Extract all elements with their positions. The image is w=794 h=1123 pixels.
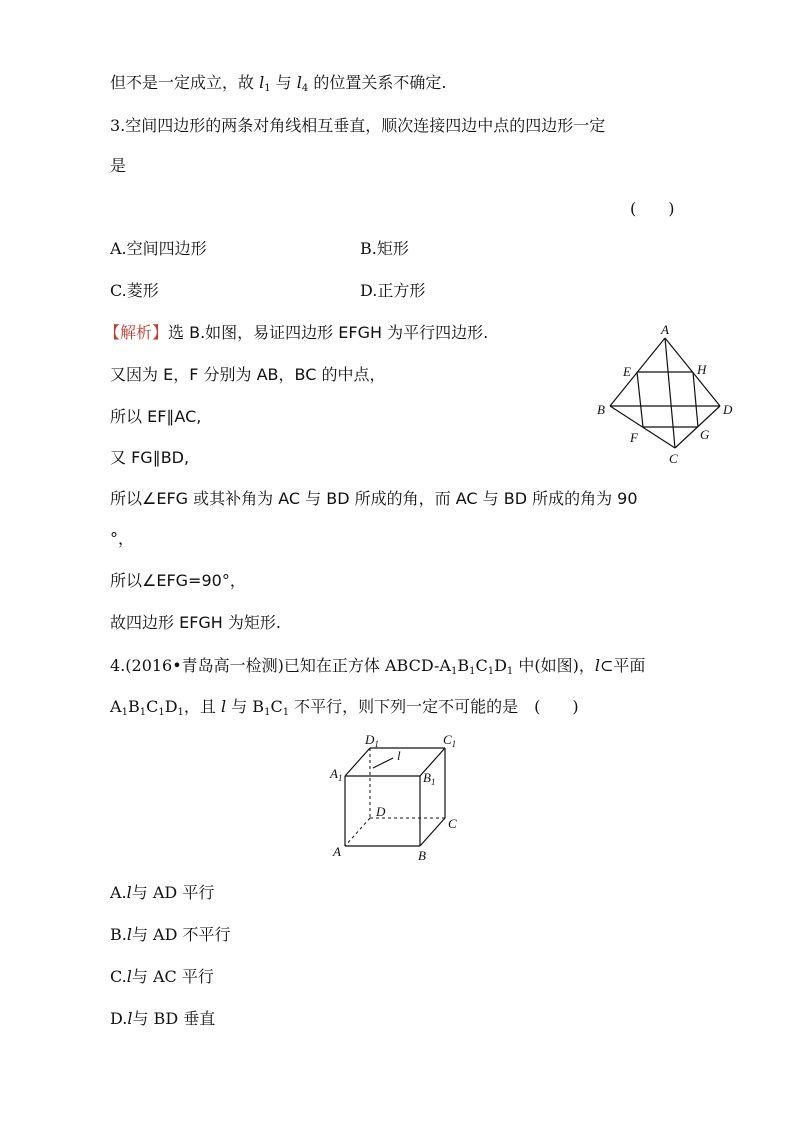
- label-a: A: [333, 844, 341, 859]
- text: ，且: [183, 697, 221, 716]
- subscript: 1: [158, 707, 165, 718]
- solution-line: 所以∠EFG=90°，: [110, 571, 246, 590]
- line-l: [373, 758, 393, 768]
- option-text: 与 AD 不平行: [131, 925, 231, 944]
- text: D: [164, 697, 178, 716]
- continuation-line: [110, 72, 446, 100]
- option-prefix: B.: [110, 925, 127, 944]
- cube-figure: [325, 730, 475, 870]
- subscript: 1: [450, 666, 458, 677]
- q4-option-d: [110, 1008, 215, 1030]
- q3-option-c: C.菱形: [110, 281, 159, 300]
- label-b1: $B_1$: [423, 770, 436, 787]
- diagonal-ac: [665, 338, 675, 448]
- option-text: 与 AC 平行: [131, 967, 214, 986]
- q4-option-c: [110, 966, 214, 988]
- label-a: A: [661, 322, 669, 337]
- label-l: l: [397, 748, 401, 763]
- solution-line: 又因为 E，F 分别为 AB，BC 的中点，: [110, 365, 386, 384]
- var-l: l: [126, 883, 132, 902]
- solution-tag: 【解析】: [104, 323, 169, 342]
- solution-line: 故四边形 EFGH 为矩形.: [110, 613, 282, 632]
- text: 的位置关系不确定.: [308, 73, 447, 92]
- text: B: [127, 697, 140, 716]
- text: 4.(2016•青岛高一检测)已知在正方体 ABCD-A: [110, 656, 451, 675]
- segment-ef: [637, 372, 643, 427]
- option-text: 与 AD 平行: [131, 883, 215, 902]
- quadrilateral-figure: [585, 318, 745, 468]
- label-h: H: [697, 362, 707, 377]
- var-l: l: [259, 73, 265, 92]
- q4-option-a: [110, 882, 214, 904]
- label-c: C: [669, 451, 678, 466]
- option-prefix: A.: [110, 883, 127, 902]
- subscript: 1: [121, 707, 128, 718]
- q3-option-d: D.正方形: [360, 281, 426, 300]
- label-f: F: [630, 430, 638, 445]
- q3-option-a: A.空间四边形: [110, 239, 207, 258]
- solution-first-line: [104, 322, 488, 344]
- label-c: C: [448, 816, 457, 831]
- option-text: 与 BD 垂直: [132, 1009, 216, 1028]
- q4-stem-line2: [110, 696, 579, 724]
- label-b: B: [418, 848, 426, 863]
- option-prefix: D.: [110, 1009, 128, 1028]
- var-l: l: [221, 697, 227, 716]
- var-l: l: [126, 967, 132, 986]
- subscript: 1: [177, 707, 184, 718]
- text: 中(如图)，: [513, 656, 595, 675]
- label-d1: $D_1$: [365, 732, 379, 749]
- subscript: 1: [139, 707, 147, 718]
- label-d: D: [376, 804, 386, 819]
- text: 不平行，则下列一定不可能的是 ( ): [289, 697, 579, 716]
- label-g: G: [700, 427, 710, 442]
- text: C: [146, 697, 159, 716]
- text: B: [457, 656, 470, 675]
- var-l: l: [296, 73, 302, 92]
- solution-line: °，: [110, 529, 135, 548]
- text: C: [270, 697, 283, 716]
- text: A: [110, 697, 122, 716]
- q3-stem-line2: 是: [110, 156, 127, 175]
- subscript: 1: [469, 666, 476, 677]
- edge-bc: [420, 818, 445, 846]
- label-a1: $A_1$: [330, 766, 343, 783]
- var-l: l: [594, 656, 600, 675]
- q3-answer-paren: ( ): [630, 199, 675, 218]
- solution-line: 所以∠EFG 或其补角为 AC 与 BD 所成的角，而 AC 与 BD 所成的角为 90: [110, 489, 638, 508]
- option-prefix: C.: [110, 967, 127, 986]
- q3-stem-line1: 3.空间四边形的两条对角线相互垂直，顺次连接四边中点的四边形一定: [110, 116, 606, 135]
- text: C: [475, 656, 488, 675]
- label-c1: $C_1$: [443, 732, 457, 749]
- label-e: E: [623, 364, 631, 379]
- text: D: [494, 656, 507, 675]
- text: ⊂平面: [599, 656, 646, 675]
- subscript: 1: [487, 666, 495, 677]
- subscript: 1: [264, 707, 271, 718]
- text: 但不是一定成立，故: [110, 73, 260, 92]
- var-l: l: [127, 1009, 133, 1028]
- solution-line: 所以 EF∥AC,: [110, 407, 202, 426]
- solution-line: 又 FG∥BD,: [110, 448, 190, 467]
- q4-stem-line1: [110, 655, 645, 683]
- label-d: D: [723, 402, 733, 417]
- edge-a1d1: [345, 748, 370, 776]
- label-b: B: [597, 402, 605, 417]
- subscript: 1: [506, 666, 514, 677]
- var-l: l: [126, 925, 132, 944]
- hidden-edge-da: [345, 818, 370, 846]
- segment-hg: [693, 372, 698, 427]
- q4-option-b: [110, 924, 231, 946]
- solution-text: 选 B.如图，易证四边形 EFGH 为平行四边形.: [168, 323, 489, 342]
- subscript: 4: [301, 83, 309, 94]
- q3-option-b: B.矩形: [360, 239, 409, 258]
- text: 与: [270, 73, 297, 92]
- text: 与 B: [226, 697, 265, 716]
- subscript: 1: [264, 83, 271, 94]
- subscript: 1: [282, 707, 290, 718]
